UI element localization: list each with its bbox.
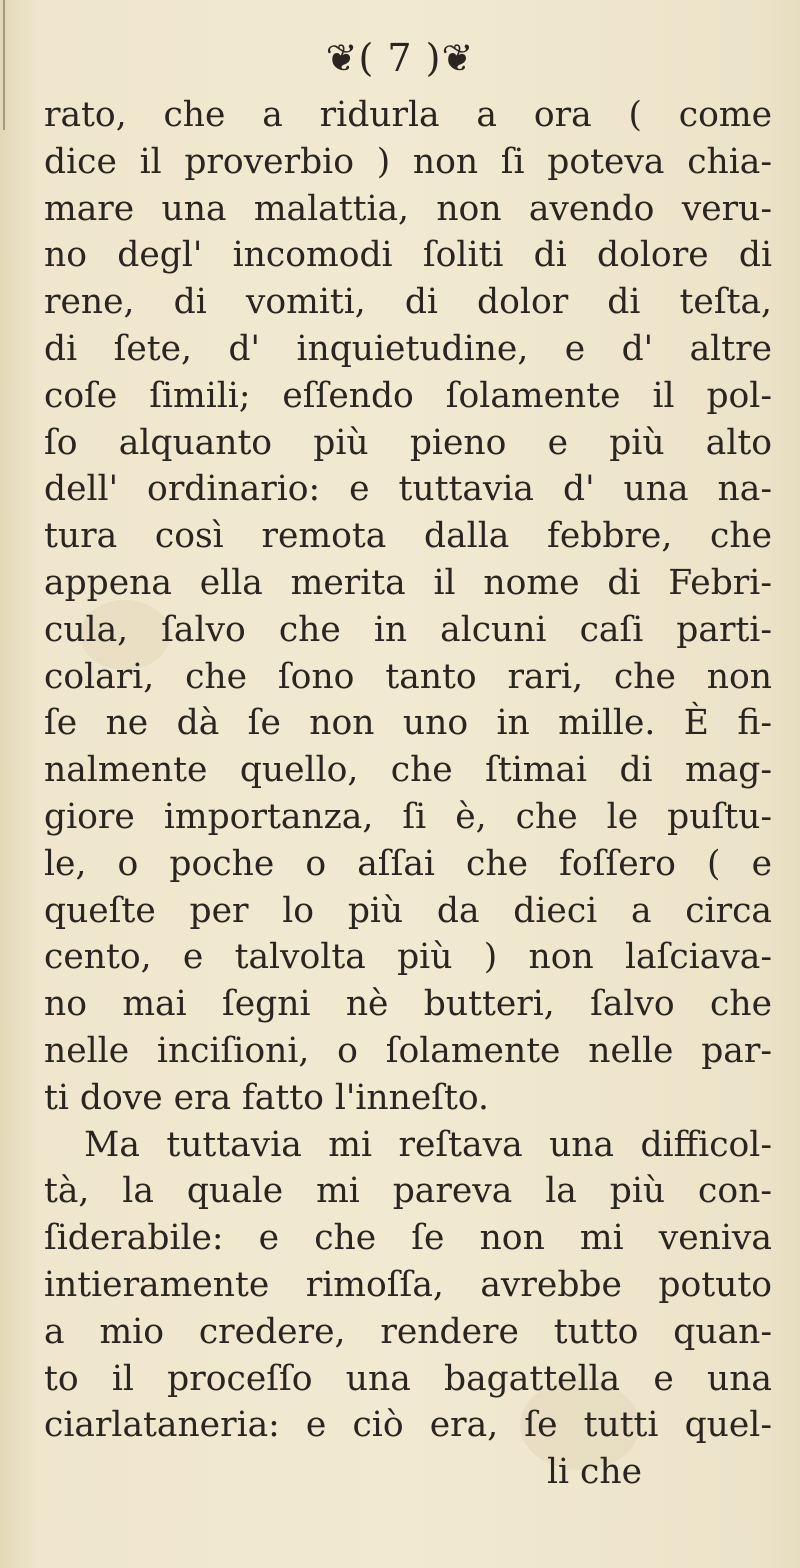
- text-line: tà, la quale mi pareva la più con-: [44, 1171, 772, 1212]
- text-line: rene, di vomiti, di dolor di teſta,: [44, 282, 772, 323]
- page-number: ❦( 7 )❦: [325, 36, 475, 80]
- text-line: colari, che ſono tanto rari, che non: [44, 656, 772, 697]
- text-line: coſe ſimili; eſſendo ſolamente il pol-: [44, 375, 772, 416]
- text-line: mare una malattia, non avendo veru-: [44, 188, 772, 229]
- text-line: no mai ſegni nè butteri, ſalvo che: [44, 984, 772, 1025]
- text-line: ciarlataneria: e ciò era, ſe tutti quel-: [44, 1405, 772, 1446]
- text-line: nalmente quello, che ſtimai di mag-: [44, 750, 772, 791]
- text-line: ſo alquanto più pieno e più alto: [44, 422, 772, 463]
- text-line: di ſete, d' inquietudine, e d' altre: [44, 328, 772, 369]
- text-line: ti dove era fatto l'inneſto.: [44, 1077, 490, 1118]
- text-line: a mio credere, rendere tutto quan-: [44, 1311, 772, 1352]
- text-line: dice il proverbio ) non ſi poteva chia-: [44, 141, 772, 182]
- text-line: rato, che a ridurla a ora ( come: [44, 95, 772, 135]
- text-line: tura così remota dalla febbre, che: [44, 516, 772, 557]
- text-line: to il proceſſo una bagattella e una: [44, 1358, 772, 1399]
- text-line: cento, e talvolta più ) non laſciava-: [44, 937, 772, 978]
- text-line: queſte per lo più da dieci a circa: [44, 890, 772, 931]
- text-line: dell' ordinario: e tuttavia d' una na-: [44, 469, 772, 510]
- text-line: Ma tuttavia mi reſtava una difficol-: [84, 1124, 772, 1165]
- text-line: ſe ne dà ſe non uno in mille. È fi-: [44, 703, 772, 744]
- body-text: [44, 92, 772, 1496]
- text-line: le, o poche o aſſai che foſſero ( e: [44, 843, 772, 884]
- text-line: cula, ſalvo che in alcuni caſi parti-: [44, 609, 772, 650]
- text-line: intieramente rimoſſa, avrebbe potuto: [44, 1264, 772, 1305]
- text-line: no degl' incomodi ſoliti di dolore di: [44, 235, 772, 276]
- text-line: nelle inciſioni, o ſolamente nelle par-: [44, 1030, 772, 1071]
- catchword: li che: [547, 1452, 642, 1493]
- text-line: ſiderabile: e che ſe non mi veniva: [44, 1218, 772, 1259]
- text-line: giore importanza, ſi è, che le puſtu-: [44, 796, 772, 837]
- text-line: appena ella merita il nome di Febri-: [44, 562, 772, 603]
